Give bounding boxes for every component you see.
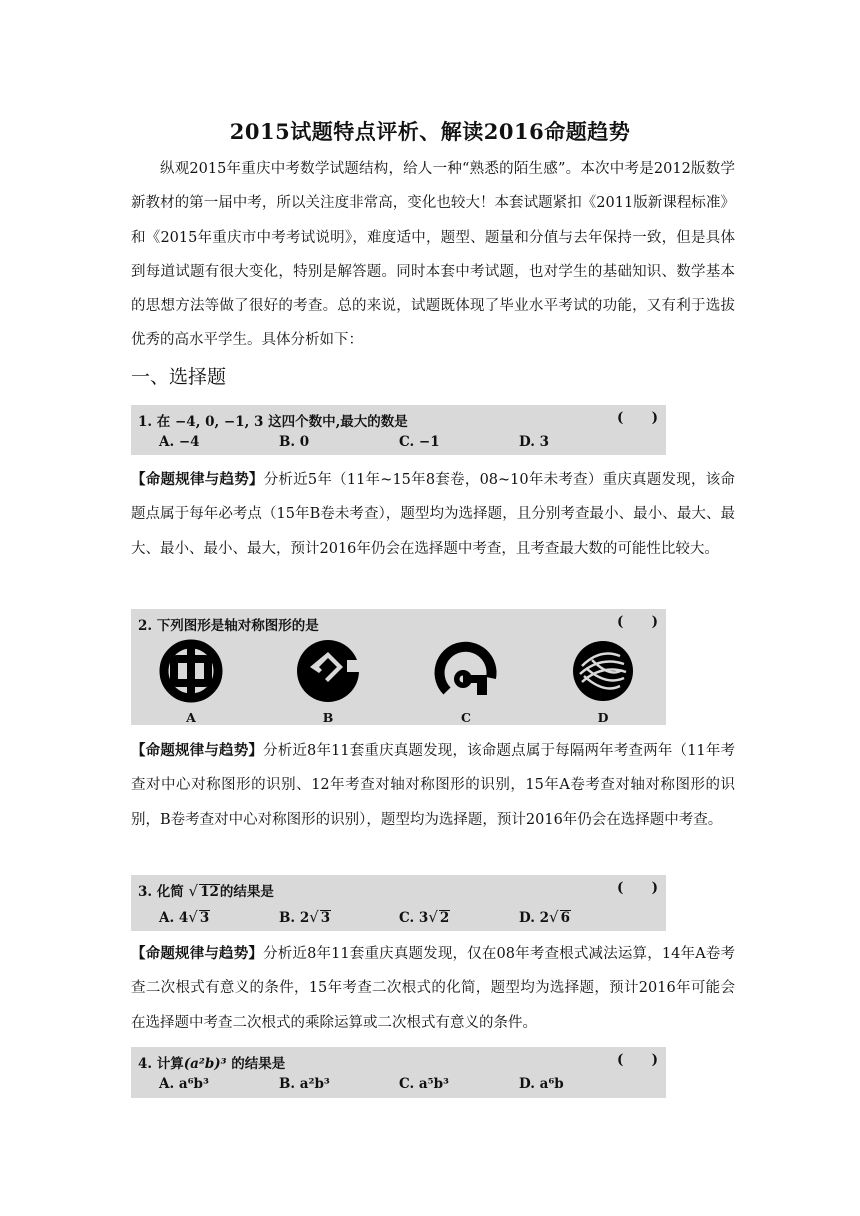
analysis-lead: 【命题规律与趋势】 [131,742,264,759]
option-d: D. 3 [519,434,550,450]
option-d: D. a⁶b [519,1076,564,1092]
option-a-label: A [186,710,196,725]
question-4-stem [138,1052,285,1072]
option-label: D. [519,910,535,926]
page-title: 2015试题特点评析、解读2016命题趋势 [229,119,631,144]
option-d-figure [563,638,643,725]
radicand: 3 [320,910,331,926]
question-2-box [131,609,666,725]
option-label: B. [279,910,296,926]
option-c-figure [426,638,506,725]
option-c: C. a⁵b³ [399,1076,449,1092]
analysis-text: 分析近8年11套重庆真题发现，该命题点属于每隔两年考查两年（11年考查对中心对称图形的识别、12年考查对轴对称图形的识别，15年A卷考查对轴对称图形的识别，B卷考查对中心对称图形的识别），题型均为选择题，预计2016年仍会在选择题中考查。 [131,743,735,828]
stem-text: 3. 化简 [138,884,184,900]
option-label: C. [399,910,415,926]
analysis-text: 分析近5年（11年~15年8套卷，08~10年未考查）重庆真题发现，该命题点属于每年必考点（15年B卷未考查），题型均为选择题，且分别考查最小、最小、最大、最大、最小、最小、最大，预计2016年仍会在选择题中考查，且考查最大数的可能性比较大。 [131,472,736,557]
option-a: A. −4 [159,434,200,450]
analysis-paragraph [131,463,735,566]
answer-paren: ( ) [617,1052,658,1068]
question-3-stem [138,880,274,900]
option-c [399,908,450,926]
option-b: B. a²b³ [279,1076,330,1092]
option-b-label: B [322,710,334,725]
analysis-paragraph [131,937,735,1040]
option-d-label: D [597,710,609,725]
china-mobile-icon [570,638,636,704]
answer-paren: ( ) [617,880,658,896]
option-d [519,908,571,926]
radicand: 2 [439,910,450,926]
question-2-stem: 2. 下列图形是轴对称图形的是 [138,618,319,634]
question-3-box [131,875,666,931]
answer-paren: ( ) [617,410,658,426]
analysis-lead: 【命题规律与趋势】 [131,945,264,962]
option-a-figure [151,638,231,725]
analysis-text: 分析近8年11套重庆真题发现，仅在08年考查根式减法运算，14年A卷考查二次根式有意义的条件，15年考查二次根式的化简，题型均为选择题，预计2016年可能会在选择题中考查二次根式的乘除运算或二次根式有意义的条件。 [131,946,736,1031]
radicand: 6 [560,910,571,926]
analysis-paragraph [131,734,735,837]
coefficient: 2 [299,910,310,926]
option-b-figure [288,638,368,725]
radical-sign: √ [309,908,319,926]
question-1-box [131,405,666,455]
construction-bank-icon [295,638,361,704]
coefficient: 3 [418,910,429,926]
stem-text: 的结果是 [219,884,274,900]
stem-text: 4. 计算 [138,1056,184,1072]
coefficient: 4 [178,910,189,926]
answer-paren: ( ) [617,614,658,630]
radical-sign: √ [549,908,559,926]
option-b: B. 0 [279,434,310,450]
option-a [159,908,210,926]
radicand: 12 [200,884,219,900]
stem-expression: (a²b)³ [183,1056,227,1072]
unionpay-c-icon [433,638,499,704]
question-1-stem: 1. 在 −4, 0, −1, 3 这四个数中,最大的数是 [138,414,408,430]
option-b [279,908,331,926]
radical-sign: √ [428,908,438,926]
coefficient: 2 [539,910,550,926]
question-4-box [131,1047,666,1098]
section-heading: 一、选择题 [131,366,227,388]
bank-of-china-icon [158,638,224,704]
stem-text: 的结果是 [226,1056,286,1072]
analysis-lead: 【命题规律与趋势】 [131,471,264,488]
option-a: A. a⁶b³ [159,1076,209,1092]
radical-sign: √ [188,882,199,900]
option-label: A. [159,910,175,926]
radicand: 3 [199,910,210,926]
radical-sign: √ [188,908,198,926]
option-c-label: C [461,710,471,725]
intro-paragraph: 纵观2015年重庆中考数学试题结构，给人一种“熟悉的陌生感”。本次中考是2012版数学新教材的第一届中考，所以关注度非常高，变化也较大！本套试题紧扣《2011版新课程标准》和《2015年重庆市中考考试说明》，难度适中，题型、题量和分值与去年保持一致，但是具体到每道试题有很大变化，特别是解答题。同时本套中考试题，也对学生的基础知识、数学基本的思想方法等做了很好的考查。总的来说，试题既体现了毕业水平考试的功能，又有利于选拔优秀的高水平学生。具体分析如下： [131,161,735,349]
option-c: C. −1 [399,434,440,450]
